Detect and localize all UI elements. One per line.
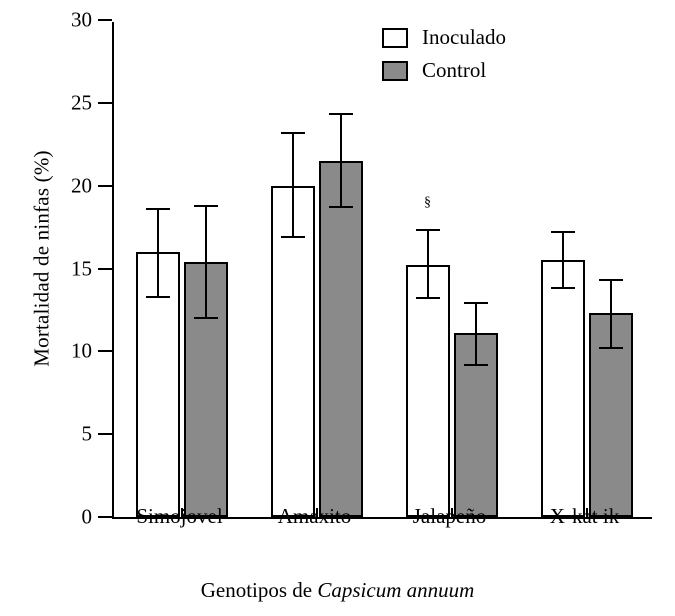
legend-swatch-control bbox=[382, 61, 408, 81]
bar-inoculado bbox=[541, 260, 585, 517]
y-tick-label: 10 bbox=[71, 338, 92, 363]
legend-item-control bbox=[382, 58, 506, 83]
y-tick-label: 20 bbox=[71, 173, 92, 198]
error-bar bbox=[157, 209, 159, 297]
plot-area bbox=[71, 7, 652, 529]
y-tick-label: 25 bbox=[71, 90, 92, 115]
error-bar bbox=[292, 133, 294, 237]
error-bar-cap bbox=[194, 317, 218, 319]
x-category-label: Jalapeño bbox=[412, 504, 487, 528]
y-axis-title: Mortalidad de ninfas (%) bbox=[29, 150, 54, 367]
y-tick-label: 5 bbox=[81, 421, 92, 446]
chart-legend bbox=[382, 25, 506, 91]
legend-label-control: Control bbox=[422, 58, 487, 82]
bar-inoculado bbox=[406, 265, 450, 517]
y-tick-mark bbox=[98, 433, 112, 435]
error-bar-cap bbox=[329, 113, 353, 115]
error-bar-cap bbox=[464, 302, 488, 304]
x-category-label: Simojovel bbox=[136, 504, 223, 528]
error-bar-cap bbox=[551, 287, 575, 289]
error-bar-cap bbox=[599, 347, 623, 349]
error-bar-cap bbox=[416, 297, 440, 299]
y-tick-label: 15 bbox=[71, 256, 92, 280]
legend-label-inoculado: Inoculado bbox=[422, 25, 506, 49]
error-bar-cap bbox=[281, 132, 305, 134]
legend-swatch-inoculado bbox=[382, 28, 408, 48]
x-category-label: X-kat ik bbox=[549, 504, 620, 528]
x-category-label: Amaxito bbox=[277, 504, 352, 528]
y-tick-mark bbox=[98, 350, 112, 352]
annotation-marker: § bbox=[424, 194, 431, 210]
error-bar bbox=[475, 303, 477, 364]
bar-control bbox=[319, 161, 363, 517]
y-tick-label: 30 bbox=[71, 7, 92, 32]
x-axis-title-plain: Genotipos de bbox=[200, 578, 318, 602]
y-tick-mark bbox=[98, 19, 112, 21]
error-bar-cap bbox=[464, 364, 488, 366]
y-tick-mark bbox=[98, 516, 112, 518]
error-bar-cap bbox=[194, 205, 218, 207]
error-bar bbox=[340, 114, 342, 207]
error-bar-cap bbox=[416, 229, 440, 231]
error-bar bbox=[427, 230, 429, 298]
error-bar bbox=[562, 232, 564, 288]
x-axis-title-italic: Capsicum annuum bbox=[317, 578, 475, 602]
error-bar-cap bbox=[551, 231, 575, 233]
y-tick-label: 0 bbox=[81, 504, 92, 529]
error-bar bbox=[610, 280, 612, 348]
legend-item-inoculado bbox=[382, 25, 506, 50]
error-bar bbox=[205, 206, 207, 319]
x-axis-title bbox=[0, 578, 675, 603]
y-tick-mark bbox=[98, 102, 112, 104]
error-bar-cap bbox=[146, 208, 170, 210]
y-tick-mark bbox=[98, 185, 112, 187]
error-bar-cap bbox=[329, 206, 353, 208]
y-tick-mark bbox=[98, 268, 112, 270]
error-bar-cap bbox=[281, 236, 305, 238]
error-bar-cap bbox=[599, 279, 623, 281]
error-bar-cap bbox=[146, 296, 170, 298]
